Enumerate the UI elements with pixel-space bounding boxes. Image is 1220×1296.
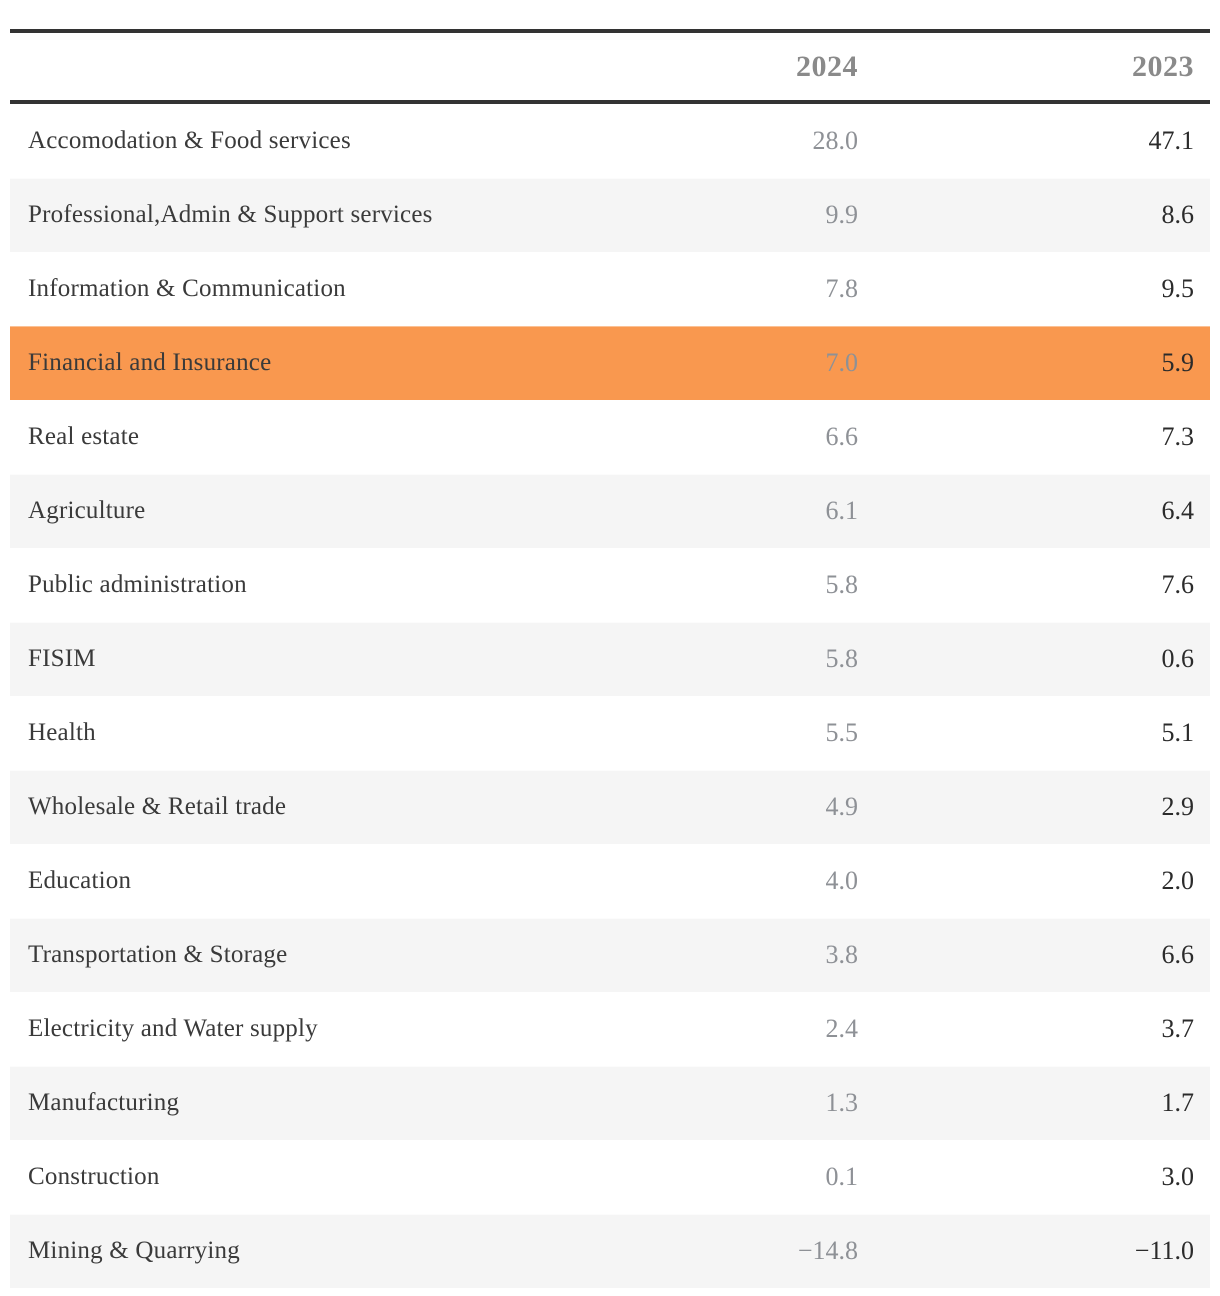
row-label: Information & Communication [28,275,346,302]
value-2023: 6.6 [1161,940,1194,969]
row-label: Construction [28,1163,160,1190]
table-row [10,918,1210,992]
value-2023: 5.9 [1161,348,1194,377]
value-2023: 2.0 [1161,866,1194,895]
value-2023: 3.0 [1161,1162,1194,1191]
value-2024: 5.8 [825,644,858,673]
data-table [10,29,1210,1288]
value-2024: 9.9 [825,200,858,229]
table-row [10,178,1210,252]
row-label: Accomodation & Food services [28,127,351,154]
table-row [10,474,1210,548]
value-2024: 7.8 [825,274,858,303]
row-label: Transportation & Storage [28,941,288,968]
value-2024: 5.8 [825,570,858,599]
value-2023: 8.6 [1161,200,1194,229]
table-row-highlighted [10,326,1210,400]
table-row [10,400,1210,474]
row-label: Public administration [28,571,247,598]
table-row [10,1140,1210,1214]
value-2023: 5.1 [1161,718,1194,747]
value-2024: 6.1 [825,496,858,525]
value-2023: 0.6 [1161,644,1194,673]
table-row [10,1066,1210,1140]
value-2023: 47.1 [1148,126,1194,155]
value-2023: 7.6 [1161,570,1194,599]
row-label: Manufacturing [28,1089,180,1116]
value-2024: 4.0 [825,866,858,895]
row-label: Financial and Insurance [28,349,272,376]
row-label: Education [28,867,132,894]
value-2024: 6.6 [825,422,858,451]
row-label: Agriculture [28,497,146,524]
value-2023: 3.7 [1161,1014,1194,1043]
row-label: Electricity and Water supply [28,1015,318,1042]
row-label: Real estate [28,423,140,450]
value-2024: 4.9 [825,792,858,821]
table-row [10,104,1210,178]
value-2023: 9.5 [1161,274,1194,303]
table-row [10,252,1210,326]
value-2024: 0.1 [825,1162,858,1191]
table-row [10,548,1210,622]
value-2024: 28.0 [812,126,858,155]
row-label: Mining & Quarrying [28,1237,240,1264]
value-2024: 7.0 [825,348,858,377]
table-header-row [10,33,1210,104]
value-2023: 1.7 [1161,1088,1194,1117]
table-row [10,992,1210,1066]
table-row [10,622,1210,696]
value-2024: 2.4 [825,1014,858,1043]
value-2024: 1.3 [825,1088,858,1117]
value-2024: 3.8 [825,940,858,969]
table-row [10,696,1210,770]
table-body [10,104,1210,1288]
row-label: Health [28,719,96,746]
row-label: FISIM [28,645,96,672]
value-2024: −14.8 [797,1236,858,1265]
row-label: Wholesale & Retail trade [28,793,287,820]
value-2023: −11.0 [1134,1236,1194,1265]
value-2023: 2.9 [1161,792,1194,821]
sector-growth-table [10,29,1210,1288]
value-2023: 6.4 [1161,496,1194,525]
column-header-2024: 2024 [796,49,858,83]
table-row [10,844,1210,918]
value-2024: 5.5 [825,718,858,747]
table-row [10,770,1210,844]
column-header-2023: 2023 [1132,49,1194,83]
row-label: Professional,Admin & Support services [28,201,433,228]
table-row [10,1214,1210,1288]
value-2023: 7.3 [1161,422,1194,451]
